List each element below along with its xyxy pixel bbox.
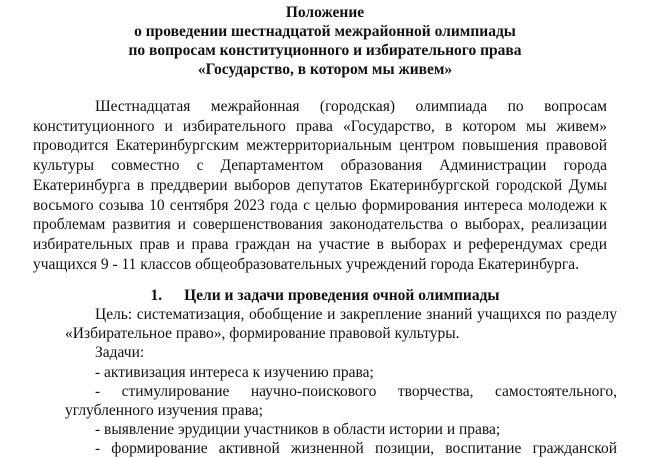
intro-line-9: учащихся 9 - 11 классов общеобразовательных учреждений города Екатеринбурга. [33, 255, 580, 273]
goal-line-1: Цель: систематизация, обобщение и закрепление знаний учащихся по разделу [95, 306, 617, 323]
intro-line-6: восьмого созыва 10 сентября 2023 года с целью формирования интереса молодежи к [33, 196, 607, 214]
intro-line-7: проблемам развития и совершенствования законодательства о выборах, реализации [33, 216, 607, 234]
task-1: - активизация интереса к изучению права; [95, 363, 374, 381]
task-2-line-2: углубленного изучения права; [65, 402, 263, 420]
section-1-number: 1. [150, 287, 163, 304]
task-3: - выявление эрудиции участников в области истории и права; [95, 421, 501, 439]
section-1-heading [0, 286, 650, 305]
title-line-4: «Государство, в котором мы живем» [197, 61, 453, 78]
intro-paragraph [33, 97, 607, 274]
intro-line-5: Екатеринбурга в преддверии выборов депутатов Екатеринбургской городской Думы [33, 176, 607, 194]
section-1-title: Цели и задачи проведения очной олимпиады [184, 287, 500, 304]
intro-line-4: культуры совместно с Департаментом образования Администрации города [33, 157, 607, 175]
intro-line-3: проводится Екатеринбургским межтерриториальным центром повышения правовой [33, 137, 607, 155]
task-4-partial: - формирование активной жизненной позиции, воспитание гражданской [95, 440, 617, 458]
intro-line-2: конституционного и избирательного права «Государство, в котором мы живем» [33, 117, 607, 135]
goal-line-2: «Избирательное право», формирование правовой культуры. [65, 325, 460, 343]
intro-line-8: избирательных прав и права граждан на участие в выборах и референдумах среди [33, 235, 607, 253]
title-line-2: о проведении шестнадцатой межрайонной олимпиады [134, 23, 516, 40]
document-title [0, 3, 650, 79]
section-1-body [65, 305, 617, 458]
title-line-3: по вопросам конституционного и избирательного права [128, 42, 522, 59]
tasks-label: Задачи: [95, 344, 145, 362]
title-line-1: Положение [285, 4, 365, 21]
intro-line-1: Шестнадцатая межрайонная (городская) олимпиада по вопросам [95, 98, 607, 115]
task-2-line-1: - стимулирование научно-поискового творчества, самостоятельного, [95, 382, 617, 400]
